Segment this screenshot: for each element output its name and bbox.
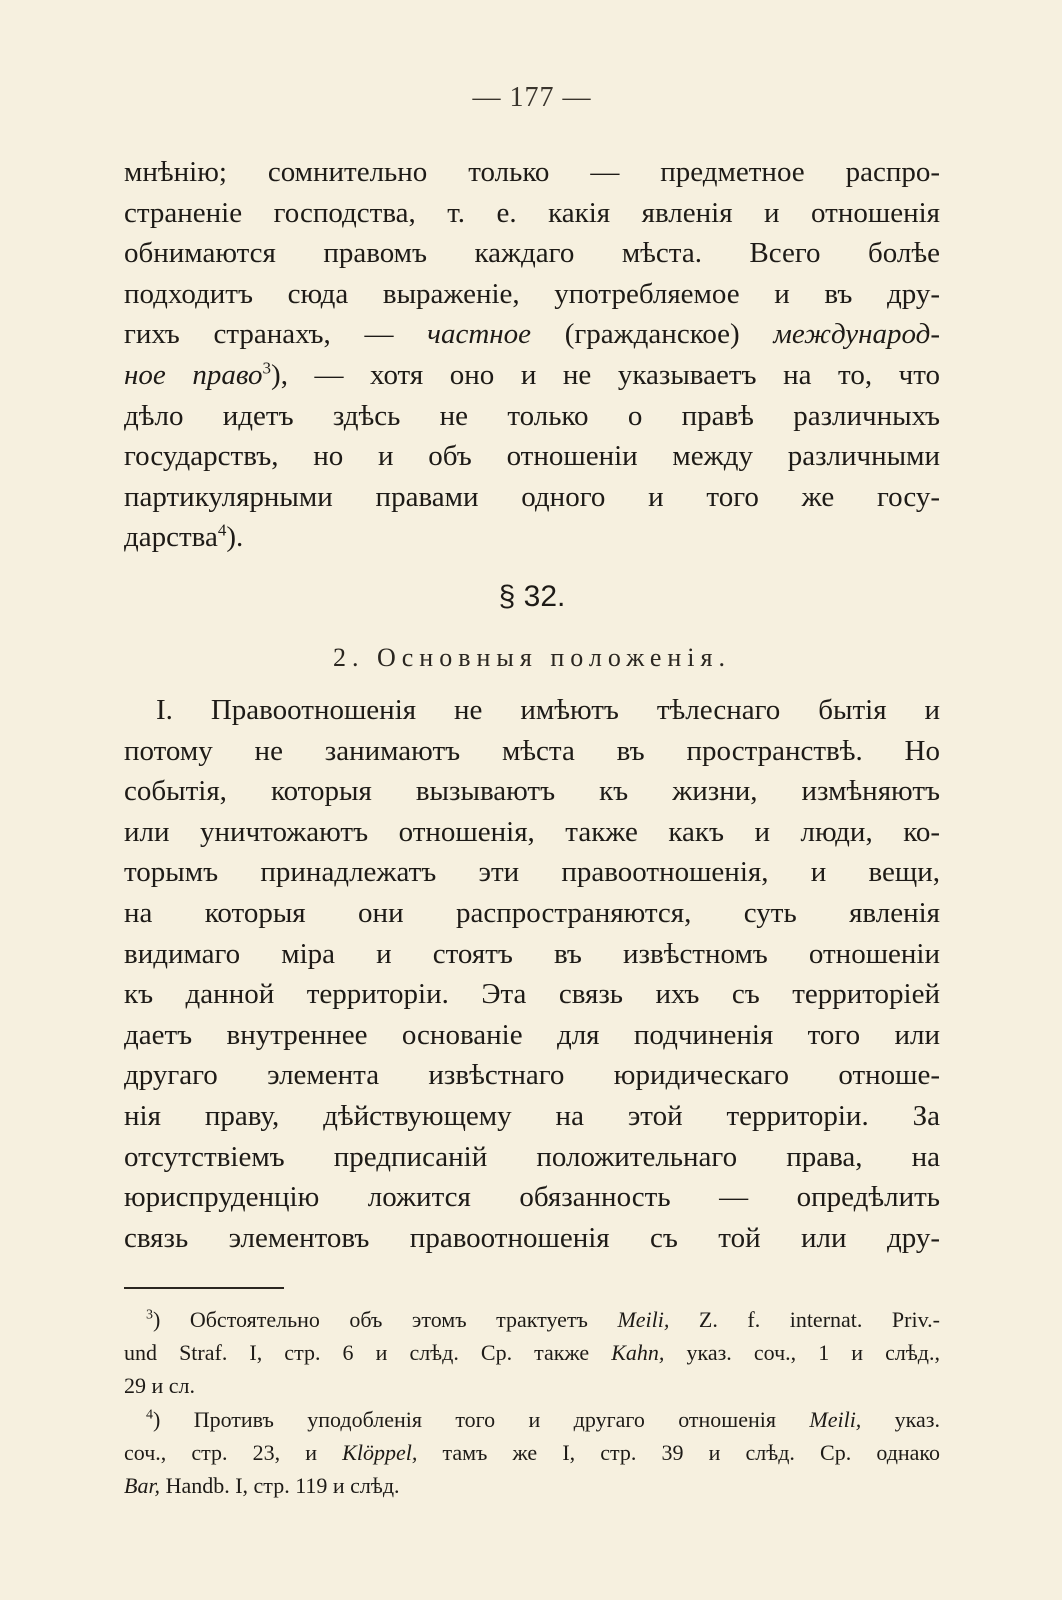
text-line: видимаго міра и стоятъ въ извѣстномъ отношеніи (124, 937, 940, 970)
italic-author: Meili, (809, 1406, 862, 1432)
footnote-divider (124, 1287, 284, 1289)
text-line: юриспруденцію ложится обязанность — опредѣлить (124, 1181, 940, 1214)
footnote-ref: 3 (262, 358, 272, 378)
text-line: отсутствіемъ предписаній положительнаго права, на (124, 1140, 940, 1173)
text-line: другаго элемента извѣстнаго юридическаго отноше- (124, 1059, 940, 1092)
text-line: мнѣнію; сомнительно только — предметное распро- (124, 156, 940, 188)
footnote-line (124, 1436, 940, 1469)
text-line: даетъ внутреннее основаніе для подчиненія того или (124, 1018, 940, 1051)
italic-term: международ- (773, 318, 940, 351)
footnote-mark: 4 (146, 1407, 153, 1423)
text-segment: ). (226, 521, 244, 554)
text-segment: Handb. I, стр. 119 и слѣд. (160, 1473, 400, 1499)
text-segment: тамъ же I, стр. 39 и слѣд. Ср. однако (417, 1439, 941, 1465)
footnote-ref: 4 (217, 520, 227, 540)
text-segment: ) Противъ уподобленія того и другаго отношенія (153, 1406, 810, 1432)
text-segment: соч., стр. 23, и (124, 1439, 343, 1465)
text-segment: Z. f. internat. Priv.- (669, 1307, 940, 1332)
italic-term: ное право (124, 358, 263, 391)
text-line: обнимаются правомъ каждаго мѣста. Всего болѣе (124, 237, 940, 270)
italic-author: Klöppel, (342, 1439, 418, 1465)
text-line: или уничтожаютъ отношенія, также какъ и люди, ко- (124, 815, 940, 848)
italic-author: Kahn, (611, 1340, 665, 1366)
page-number: — 177 — (472, 82, 592, 113)
section-number: § 32. (498, 580, 566, 613)
section-title: 2. Основныя положенія. (332, 643, 731, 672)
text-segment: гихъ странахъ, — (124, 318, 428, 351)
footnote-line (124, 1336, 940, 1369)
footnote-line (124, 1469, 940, 1502)
footnote-mark: 3 (146, 1307, 153, 1323)
italic-term: частное (427, 318, 532, 351)
text-line: связь элементовъ правоотношенія съ той или дру- (124, 1221, 940, 1254)
text-line: подходитъ сюда выраженіе, употребляемое и въ дру- (124, 277, 940, 310)
text-line: партикулярными правами одного и того же госу- (124, 480, 940, 513)
text-line: государствъ, но и объ отношеніи между различными (124, 440, 940, 473)
book-page (124, 0, 940, 1600)
text-segment: und Straf. I, стр. 6 и слѣд. Ср. также (124, 1340, 612, 1366)
italic-author: Meili, (617, 1307, 670, 1332)
text-line: нія праву, дѣйствующему на этой территоріи. За (124, 1099, 940, 1132)
text-line: I. Правоотношенія не имѣютъ тѣлеснаго бытія и (156, 694, 940, 726)
text-segment: ), — хотя оно и не указываетъ на то, что (271, 358, 940, 391)
text-line: страненіе господства, т. е. какія явленія и отношенія (124, 196, 940, 229)
text-line: событія, которыя вызываютъ къ жизни, измѣняютъ (124, 775, 940, 808)
text-segment: (гражданское) (531, 318, 774, 351)
text-segment: указ. соч., 1 и слѣд., (664, 1340, 941, 1366)
italic-author: Bar, (124, 1473, 161, 1499)
text-line: дѣло идетъ здѣсь не только о правѣ различныхъ (124, 399, 940, 432)
paragraph-continued (124, 152, 940, 558)
text-line: на которыя они распространяются, суть явленія (124, 896, 940, 929)
text-segment: указ. (861, 1406, 940, 1432)
text-line: къ данной территоріи. Эта связь ихъ съ территоріей (124, 978, 940, 1011)
text-line (124, 314, 940, 355)
text-line: торымъ принадлежатъ эти правоотношенія, и вещи, (124, 856, 940, 889)
text-segment: дарства (124, 521, 218, 554)
footnote-line (124, 1403, 940, 1436)
text-line (124, 355, 940, 396)
text-segment: ) Обстоятельно объ этомъ трактуетъ (153, 1307, 618, 1332)
text-line: потому не занимаютъ мѣста въ пространствѣ. Но (124, 734, 940, 767)
footnotes (124, 1303, 940, 1502)
footnote-line (124, 1303, 940, 1336)
paragraph-main (124, 690, 940, 1258)
text-line (124, 517, 940, 558)
footnote-line: 29 и сл. (124, 1373, 196, 1399)
